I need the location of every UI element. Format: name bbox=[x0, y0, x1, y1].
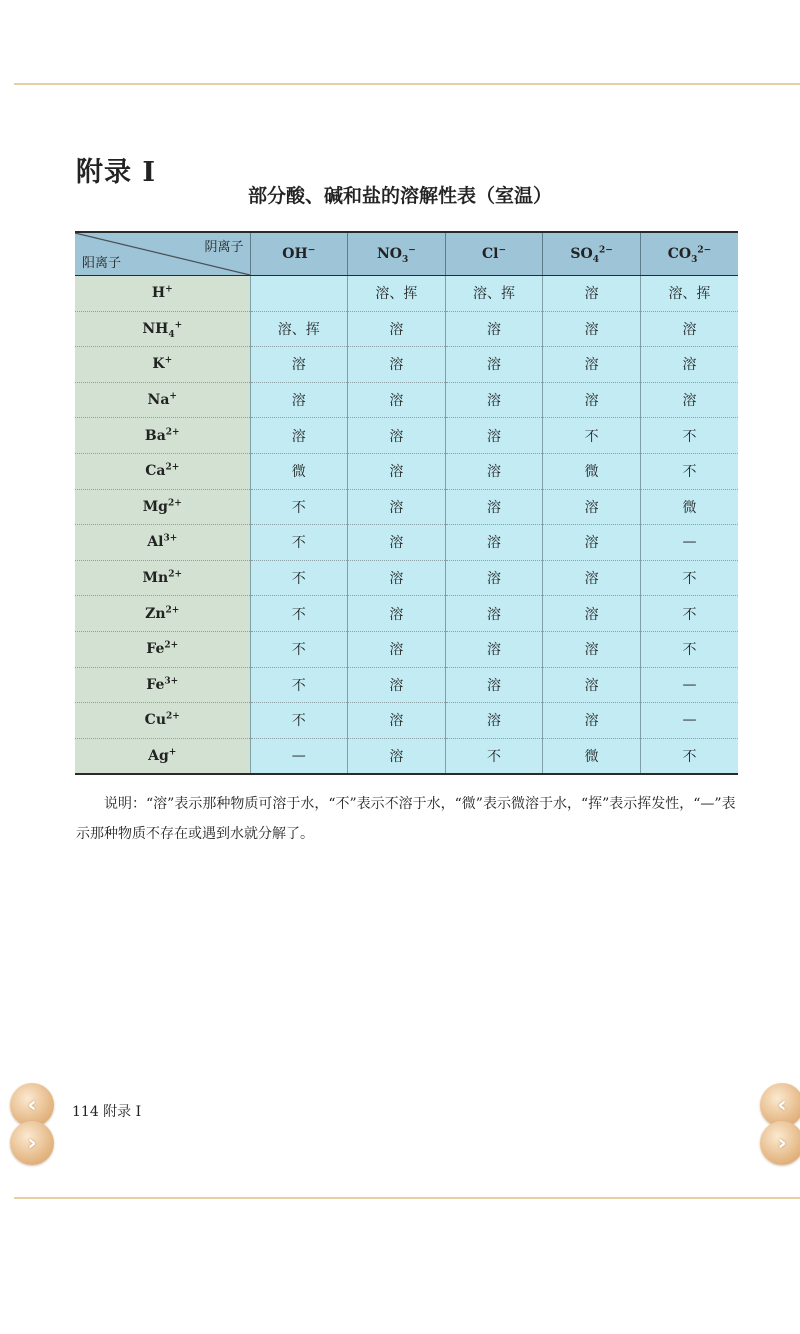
table-header-row bbox=[75, 232, 738, 276]
solubility-cell: 溶 bbox=[543, 703, 641, 739]
cation-cell: $Fe^{3+}$ bbox=[75, 667, 250, 703]
solubility-cell: 溶 bbox=[543, 276, 641, 312]
table-row bbox=[75, 525, 738, 561]
table-row bbox=[75, 418, 738, 454]
appendix-heading: 附录 I bbox=[76, 157, 157, 188]
solubility-cell: 溶 bbox=[445, 489, 543, 525]
table-row bbox=[75, 703, 738, 739]
top-rule bbox=[14, 83, 800, 85]
solubility-cell: 溶 bbox=[543, 382, 641, 418]
solubility-cell: — bbox=[640, 525, 738, 561]
solubility-cell: 溶 bbox=[445, 453, 543, 489]
chevron-right-icon: › bbox=[777, 1130, 787, 1156]
solubility-cell: 不 bbox=[250, 560, 348, 596]
cation-cell: $Fe^{2+}$ bbox=[75, 631, 250, 667]
solubility-cell: 溶 bbox=[445, 382, 543, 418]
solubility-cell: 溶 bbox=[640, 311, 738, 347]
solubility-cell: 不 bbox=[640, 418, 738, 454]
anion-axis-label: 阴离子 bbox=[204, 240, 244, 255]
solubility-cell: 溶 bbox=[348, 453, 446, 489]
table-row bbox=[75, 276, 738, 312]
anion-header: $NO_3^-$ bbox=[348, 232, 446, 276]
solubility-cell: 微 bbox=[543, 453, 641, 489]
solubility-cell: 溶 bbox=[445, 311, 543, 347]
cation-cell: $Cu^{2+}$ bbox=[75, 703, 250, 739]
cation-cell: K+ bbox=[75, 347, 250, 383]
solubility-cell: 不 bbox=[640, 560, 738, 596]
solubility-cell: 不 bbox=[640, 631, 738, 667]
solubility-cell: 溶 bbox=[640, 347, 738, 383]
solubility-cell: 溶 bbox=[543, 596, 641, 632]
solubility-cell: 溶 bbox=[445, 667, 543, 703]
solubility-cell: 不 bbox=[250, 489, 348, 525]
solubility-cell: 不 bbox=[250, 596, 348, 632]
solubility-cell: 溶 bbox=[348, 311, 446, 347]
solubility-cell: 溶 bbox=[543, 489, 641, 525]
solubility-cell: 溶 bbox=[543, 525, 641, 561]
cation-cell: Ag+ bbox=[75, 738, 250, 774]
solubility-cell: 溶、挥 bbox=[250, 311, 348, 347]
cation-cell: $Ca^{2+}$ bbox=[75, 453, 250, 489]
page-footer: 114 附录 I bbox=[72, 1104, 142, 1120]
solubility-cell: 溶 bbox=[250, 382, 348, 418]
anion-header: OH− bbox=[250, 232, 348, 276]
anion-header: $CO_3^{2-}$ bbox=[640, 232, 738, 276]
solubility-cell: 溶 bbox=[250, 347, 348, 383]
solubility-cell: 溶 bbox=[348, 382, 446, 418]
solubility-cell: 溶 bbox=[543, 347, 641, 383]
solubility-cell: 微 bbox=[250, 453, 348, 489]
solubility-cell: 溶 bbox=[445, 525, 543, 561]
cation-cell: Na+ bbox=[75, 382, 250, 418]
solubility-cell: 溶、挥 bbox=[640, 276, 738, 312]
solubility-cell: 不 bbox=[445, 738, 543, 774]
table-title: 部分酸、碱和盐的溶解性表（室温） bbox=[247, 185, 552, 207]
solubility-cell: 溶 bbox=[348, 525, 446, 561]
solubility-cell: 微 bbox=[640, 489, 738, 525]
cation-cell: $Zn^{2+}$ bbox=[75, 596, 250, 632]
solubility-cell: 微 bbox=[543, 738, 641, 774]
next-page-button-right[interactable] bbox=[760, 1121, 800, 1165]
solubility-cell: 溶、挥 bbox=[348, 276, 446, 312]
table-row bbox=[75, 489, 738, 525]
solubility-cell: 溶 bbox=[348, 560, 446, 596]
anion-header: Cl− bbox=[445, 232, 543, 276]
solubility-cell: 溶、挥 bbox=[445, 276, 543, 312]
cation-cell: $Al^{3+}$ bbox=[75, 525, 250, 561]
solubility-cell: 溶 bbox=[543, 311, 641, 347]
solubility-cell: 不 bbox=[640, 738, 738, 774]
solubility-cell: 溶 bbox=[348, 667, 446, 703]
table-row bbox=[75, 596, 738, 632]
table-row bbox=[75, 311, 738, 347]
table-row bbox=[75, 738, 738, 774]
solubility-cell: 溶 bbox=[543, 560, 641, 596]
cation-axis-label: 阳离子 bbox=[82, 256, 122, 271]
table-row bbox=[75, 382, 738, 418]
solubility-cell: 溶 bbox=[445, 560, 543, 596]
table-row bbox=[75, 560, 738, 596]
solubility-cell: 不 bbox=[250, 631, 348, 667]
table-row bbox=[75, 347, 738, 383]
solubility-cell: 溶 bbox=[250, 418, 348, 454]
solubility-cell: 溶 bbox=[543, 631, 641, 667]
solubility-cell: 溶 bbox=[348, 631, 446, 667]
solubility-cell: — bbox=[250, 738, 348, 774]
solubility-cell: — bbox=[640, 703, 738, 739]
anion-header: $SO_4^{2-}$ bbox=[543, 232, 641, 276]
table-row bbox=[75, 453, 738, 489]
cation-cell: $Ba^{2+}$ bbox=[75, 418, 250, 454]
solubility-cell: 溶 bbox=[348, 489, 446, 525]
solubility-cell: 溶 bbox=[348, 418, 446, 454]
cation-cell: $Mn^{2+}$ bbox=[75, 560, 250, 596]
table-note: 说明：“溶”表示那种物质可溶于水，“不”表示不溶于水，“微”表示微溶于水，“挥”表示挥发性，“—”表示那种物质不存在或遇到水就分解了。 bbox=[76, 796, 736, 842]
solubility-cell: 溶 bbox=[348, 738, 446, 774]
bottom-rule bbox=[14, 1197, 800, 1199]
solubility-cell: 不 bbox=[250, 667, 348, 703]
cation-cell: H+ bbox=[75, 276, 250, 312]
solubility-cell: 不 bbox=[250, 525, 348, 561]
solubility-cell: 溶 bbox=[640, 382, 738, 418]
cation-cell: $Mg^{2+}$ bbox=[75, 489, 250, 525]
solubility-cell: 不 bbox=[640, 596, 738, 632]
cation-cell: $NH_4^+$ bbox=[75, 311, 250, 347]
solubility-table bbox=[75, 231, 738, 775]
solubility-cell bbox=[250, 276, 348, 312]
chevron-left-icon: ‹ bbox=[27, 1092, 37, 1118]
next-page-button[interactable] bbox=[10, 1121, 54, 1165]
chevron-right-icon: › bbox=[27, 1130, 37, 1156]
table-row bbox=[75, 631, 738, 667]
solubility-cell: 不 bbox=[250, 703, 348, 739]
table-row bbox=[75, 667, 738, 703]
chevron-left-icon: ‹ bbox=[777, 1092, 787, 1118]
solubility-cell: 不 bbox=[543, 418, 641, 454]
solubility-cell: 溶 bbox=[445, 347, 543, 383]
solubility-cell: 溶 bbox=[445, 596, 543, 632]
solubility-cell: 溶 bbox=[543, 667, 641, 703]
solubility-cell: 溶 bbox=[445, 418, 543, 454]
solubility-cell: — bbox=[640, 667, 738, 703]
table-corner-cell bbox=[75, 232, 250, 276]
solubility-cell: 溶 bbox=[445, 631, 543, 667]
solubility-cell: 溶 bbox=[348, 347, 446, 383]
solubility-cell: 溶 bbox=[445, 703, 543, 739]
solubility-cell: 不 bbox=[640, 453, 738, 489]
solubility-cell: 溶 bbox=[348, 703, 446, 739]
solubility-cell: 溶 bbox=[348, 596, 446, 632]
